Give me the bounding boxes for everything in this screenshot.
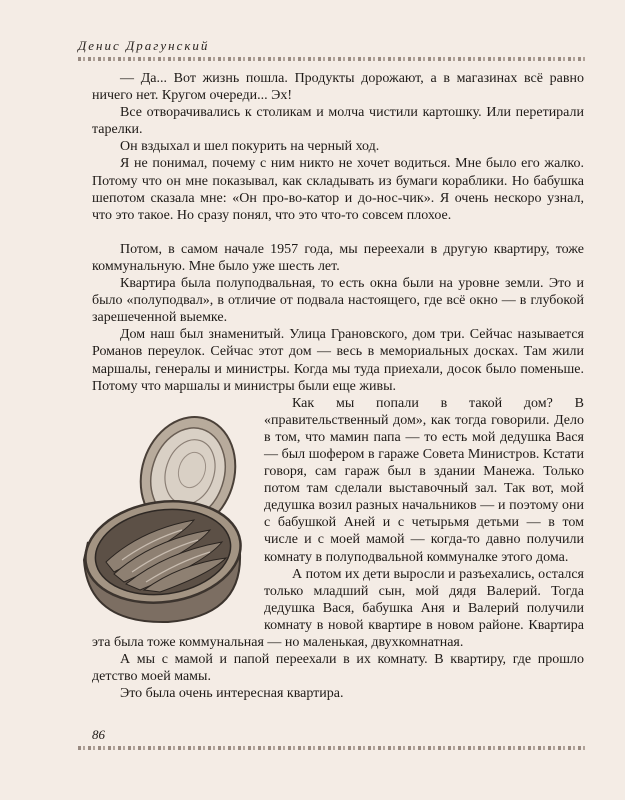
sprat-tin-icon [70,412,252,634]
body-text [92,70,584,702]
paragraph-2: Все отворачивались к столикам и молча чистили картошку. Или перетирали тарелки. [92,105,584,138]
running-head: Денис Драгунский [78,38,210,53]
paragraph-1: — Да... Вот жизнь пошла. Продукты дорожают, а в магазинах всё равно ничего нет. Кругом очереди... Эх! [92,71,584,104]
paragraph-9: А потом их дети выросли и разъехались, остался только младший сын, мой дядя Валерий. Тогда дедушка Вася, бабушка Аня и Валерий получили комнату в новой квартире в новом районе. Квартира эта была тоже коммунальная — но маленькая, двухкомнатная. [92,566,584,650]
footer-rule [78,746,586,750]
page-number: 86 [92,727,105,742]
paragraph-6: Квартира была полуподвальная, то есть окна были на уровне земли. Это и было «полуподвал», в отличие от подвала настоящего, где всё окно — в глубокой зарешеченной выемке. [92,276,584,326]
paragraph-8: Как мы попали в такой дом? В «правительственный дом», как тогда говорили. Дело в том, что мамин папа — то есть мой дедушка Вася — был шофером в гараже Совета Министров. Кстати говоря, сам гараж был в здании Манежа. Только потом там сделали выставочный зал. Так вот, мой дедушка возил разных начальников — и поэтому они с бабушкой Аней и с четырьмя детьми — в том числе и с моей мамой — когда-то давно получили комнату в полуподвальной коммуналке этого дома. [264,395,584,565]
paragraph-10: А мы с мамой и папой переехали в их комнату. В квартиру, где прошло детство моей мамы. [92,652,584,685]
header-rule [78,57,586,61]
paragraph-3: Он вздыхал и шел покурить на черный ход. [120,139,380,155]
paragraph-5: Потом, в самом начале 1957 года, мы переехали в другую квартиру, тоже коммунальную. Мне было уже шесть лет. [92,241,584,274]
sprat-tin-illustration [70,412,252,634]
paragraph-7: Дом наш был знаменитый. Улица Грановского, дом три. Сейчас называется Романов переулок. Сейчас этот дом — весь в мемориальных досках. Там жили маршалы, генералы и министры. Когда мы туда приехали, досок было поменьше. Потому что маршалы и министры были еще живы. [92,327,584,394]
paragraph-11: Это была очень интересная квартира. [120,686,344,702]
paragraph-4: Я не понимал, почему с ним никто не хочет водиться. Мне было его жалко. Потому что он мне показывал, как складывать из бумаги кораблики. Но бабушка шепотом сказала мне: «Он про-во-катор и до-нос-чик». Я очень нескоро узнал, что это такое. Но сразу понял, что это что-то совсем плохое. [92,156,584,223]
